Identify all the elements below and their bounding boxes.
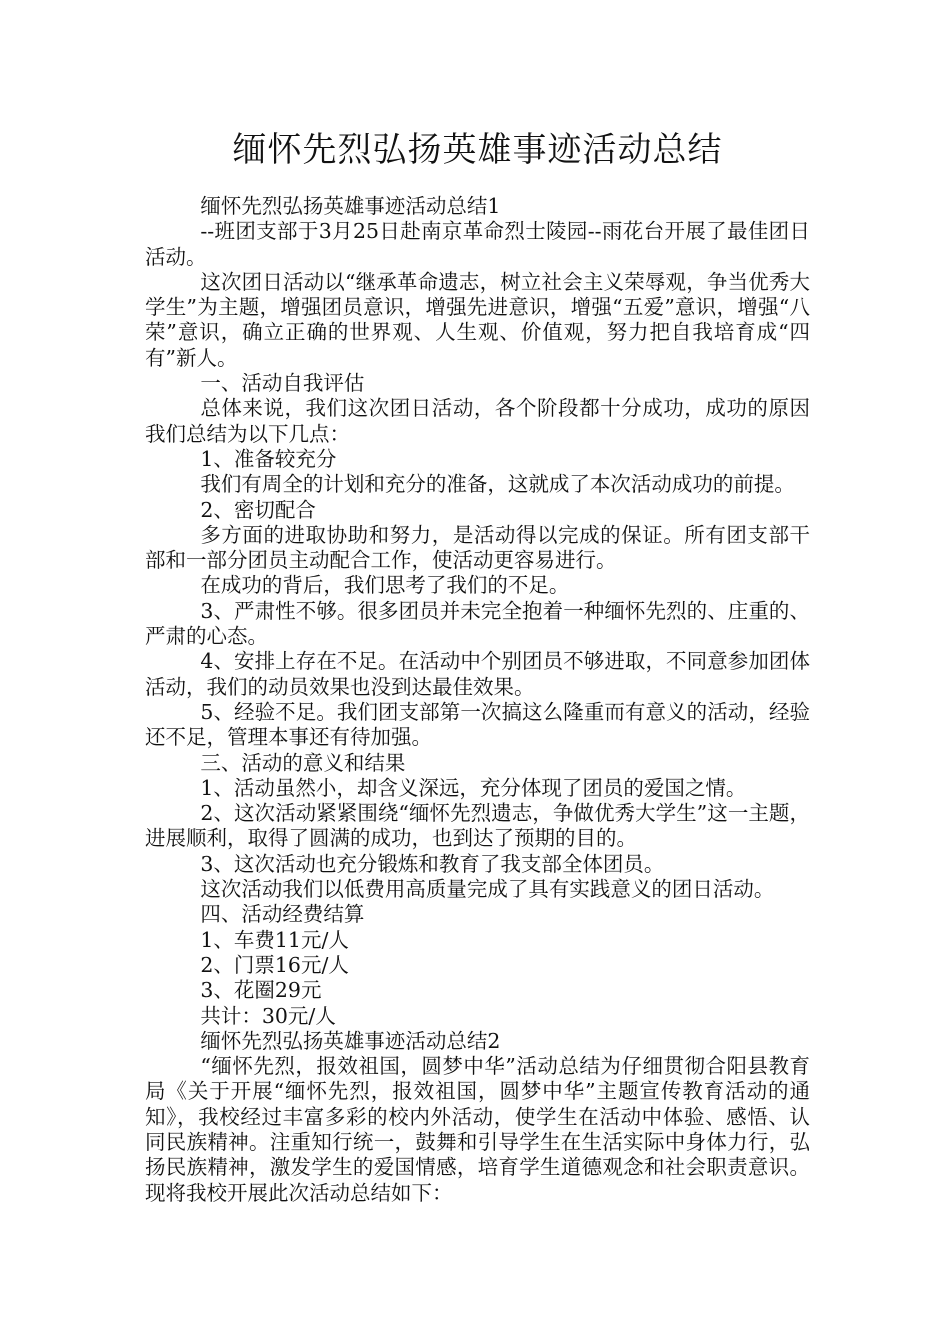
paragraph: 总体来说，我们这次团日活动，各个阶段都十分成功，成功的原因我们总结为以下几点： [145, 396, 810, 446]
expense-item: 1、车费11元/人 [200, 927, 349, 952]
subtitle: 缅怀先烈弘扬英雄事迹活动总结2 [200, 1028, 501, 1053]
paragraph: 这次团日活动以“继承革命遗志，树立社会主义荣辱观，争当优秀大学生”为主题，增强团员意识，增强先进意识，增强“五爱”意识，增强“八荣”意识，确立正确的世界观、人生观、价值观，努力把自我培育成“四有”新人。 [145, 269, 810, 370]
section-heading: 三、活动的意义和结果 [200, 750, 406, 775]
paragraph: 这次活动我们以低费用高质量完成了具有实践意义的团日活动。 [200, 877, 775, 902]
section-heading: 一、活动自我评估 [200, 371, 365, 396]
paragraph: 5、经验不足。我们团支部第一次搞这么隆重而有意义的活动，经验还不足，管理本事还有待加强。 [145, 699, 810, 750]
document-page [145, 124, 810, 1206]
expense-item: 2、门票16元/人 [200, 952, 349, 977]
paragraph: 3、严肃性不够。很多团员并未完全抱着一种缅怀先烈的、庄重的、严肃的心态。 [145, 598, 810, 649]
paragraph: “缅怀先烈，报效祖国，圆梦中华”活动总结为仔细贯彻合阳县教育局《关于开展“缅怀先烈，报效祖国，圆梦中华”主题宣传教育活动的通知》，我校经过丰富多彩的校内外活动，使学生在活动中体验、感悟、认同民族精神。注重知行统一，鼓舞和引导学生在生活实际中身体力行，弘扬民族精神，激发学生的爱国情感，培育学生道德观念和社会职责意识。现将我校开展此次活动总结如下： [145, 1054, 810, 1205]
paragraph: 4、安排上存在不足。在活动中个别团员不够进取，不同意参加团体活动，我们的动员效果也没到达最佳效果。 [145, 649, 810, 699]
paragraph: 在成功的背后，我们思考了我们的不足。 [200, 573, 570, 598]
paragraph: 3、这次活动也充分锻炼和教育了我支部全体团员。 [200, 851, 665, 876]
paragraph: 2、这次活动紧紧围绕“缅怀先烈遗志，争做优秀大学生”这一主题，进展顺利，取得了圆满的成功，也到达了预期的目的。 [145, 801, 810, 851]
subheading: 2、密切配合 [200, 497, 316, 522]
paragraph: 缅怀先烈弘扬英雄事迹活动总结1 [200, 194, 501, 218]
paragraph: 我们有周全的计划和充分的准备，这就成了本次活动成功的前提。 [200, 472, 795, 497]
document-title: 缅怀先烈弘扬英雄事迹活动总结 [232, 130, 723, 170]
expense-item: 3、花圈29元 [200, 978, 322, 1003]
paragraph: 1、活动虽然小，却含义深远，充分体现了团员的爱国之情。 [200, 775, 747, 800]
section-heading: 四、活动经费结算 [200, 902, 365, 927]
paragraph: 多方面的进取协助和努力，是活动得以完成的保证。所有团支部干部和一部分团员主动配合工作，使活动更容易进行。 [145, 522, 810, 573]
paragraph: --班团支部于3月25日赴南京革命烈士陵园--雨花台开展了最佳团日活动。 [145, 219, 810, 269]
subheading: 1、准备较充分 [200, 446, 337, 471]
expense-total: 共计：30元/人 [200, 1003, 336, 1028]
document-body [145, 194, 810, 1206]
